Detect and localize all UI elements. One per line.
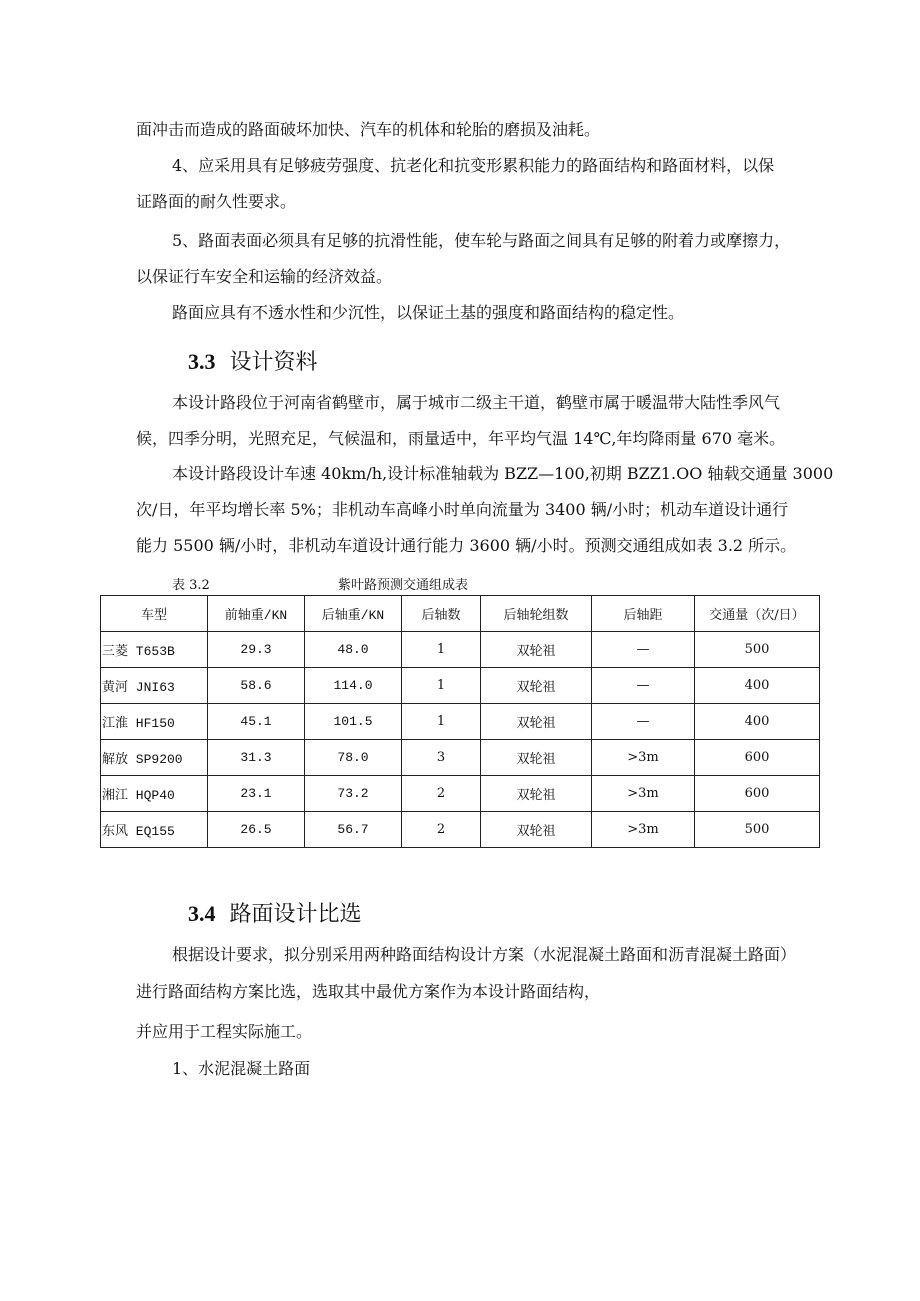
header-cell: 车型 (101, 596, 208, 632)
table-cell: 双轮祖 (481, 632, 592, 668)
paragraph-text: 以保证行车安全和运输的经济效益。 (136, 267, 393, 286)
table-row (101, 812, 820, 848)
table-row (101, 632, 820, 668)
paragraph-text: 本设计路段位于河南省鹤壁市，属于城市二级主干道，鹤壁市属于暖温带大陆性季风气 (172, 393, 781, 412)
paragraph-text: 次/日，年平均增长率 5%；非机动车高峰小时单向流量为 3400 辆/小时；机动车道设计通行 (136, 500, 789, 519)
table-cell: — (592, 632, 695, 668)
paragraph-text: 路面应具有不透水性和少沉性，以保证土基的强度和路面结构的稳定性。 (172, 303, 685, 322)
header-cell: 交通量（次/日） (695, 596, 820, 632)
table-cell: 500 (695, 812, 820, 848)
table-cell: 23.1 (208, 776, 305, 812)
table-cell: 双轮祖 (481, 704, 592, 740)
table-cell: 600 (695, 740, 820, 776)
table-cell: 三菱 T653B (101, 632, 208, 668)
table-cell: 湘江 HQP40 (101, 776, 208, 812)
table-cell: 31.3 (208, 740, 305, 776)
table-cell: 双轮祖 (481, 812, 592, 848)
paragraph-text: 本设计路段设计车速 40km/h,设计标准轴载为 BZZ—100,初期 BZZ1.OO 轴载交通量 3000 (172, 464, 834, 483)
header-cell: 后轴重/KN (305, 596, 402, 632)
table-cell: 400 (695, 668, 820, 704)
table-cell: 双轮祖 (481, 668, 592, 704)
table-cell: 73.2 (305, 776, 402, 812)
table-cell: >3m (592, 812, 695, 848)
section-number: 3.3 (188, 349, 216, 374)
paragraph-text: 面冲击而造成的路面破坏加快、汽车的机体和轮胎的磨损及油耗。 (136, 120, 601, 139)
table-row (101, 668, 820, 704)
table-caption: 紫叶路预测交通组成表 (338, 578, 469, 593)
table-cell: 400 (695, 704, 820, 740)
section-title: 设计资料 (229, 350, 318, 375)
table-cell: 东风 EQ155 (101, 812, 208, 848)
table-cell: 江淮 HF150 (101, 704, 208, 740)
paragraph-text: 4、应采用具有足够疲劳强度、抗老化和抗变形累积能力的路面结构和路面材料，以保 (172, 156, 775, 175)
paragraph-text: 并应用于工程实际施工。 (136, 1022, 313, 1041)
table-cell: 解放 SP9200 (101, 740, 208, 776)
paragraph-text: 证路面的耐久性要求。 (136, 192, 297, 211)
table-header-row (101, 596, 820, 632)
table-cell: — (592, 668, 695, 704)
table-cell: 2 (402, 812, 481, 848)
table-row (101, 740, 820, 776)
table-cell: 双轮祖 (481, 740, 592, 776)
section-title: 路面设计比选 (229, 902, 362, 927)
table-cell: 2 (402, 776, 481, 812)
header-cell: 后轴距 (592, 596, 695, 632)
table-cell: 3 (402, 740, 481, 776)
table-cell: 双轮祖 (481, 776, 592, 812)
paragraph-text: 候，四季分明，光照充足，气候温和，雨量适中，年平均气温 14℃,年均降雨量 670 毫米。 (136, 429, 786, 448)
paragraph-text: 5、路面表面必须具有足够的抗滑性能，使车轮与路面之间具有足够的附着力或摩擦力， (172, 231, 791, 250)
table-cell: 黄河 JNI63 (101, 668, 208, 704)
list-item-text: 1、水泥混凝土路面 (172, 1059, 311, 1078)
paragraph-text: 能力 5500 辆/小时，非机动车道设计通行能力 3600 辆/小时。预测交通组成如表 3.2 所示。 (136, 536, 797, 555)
table-cell: 500 (695, 632, 820, 668)
header-cell: 后轴轮组数 (481, 596, 592, 632)
table-cell: >3m (592, 776, 695, 812)
table-cell: 45.1 (208, 704, 305, 740)
paragraph-text: 根据设计要求，拟分别采用两种路面结构设计方案（水泥混凝土路面和沥青混凝土路面） (172, 945, 797, 964)
table-cell: 78.0 (305, 740, 402, 776)
table-cell: 29.3 (208, 632, 305, 668)
paragraph-text: 进行路面结构方案比选，选取其中最优方案作为本设计路面结构， (136, 982, 601, 1001)
table-cell: 1 (402, 632, 481, 668)
table-cell: 58.6 (208, 668, 305, 704)
table-cell: 48.0 (305, 632, 402, 668)
table-row (101, 776, 820, 812)
table-label: 表 3.2 (172, 578, 210, 593)
table-cell: 56.7 (305, 812, 402, 848)
table-cell: 1 (402, 704, 481, 740)
traffic-composition-table (100, 595, 820, 848)
table-cell: 1 (402, 668, 481, 704)
table-cell: 114.0 (305, 668, 402, 704)
table-cell: 26.5 (208, 812, 305, 848)
table-cell: — (592, 704, 695, 740)
section-heading-3-4 (188, 901, 362, 928)
table-cell: 600 (695, 776, 820, 812)
table-cell: >3m (592, 740, 695, 776)
table-cell: 101.5 (305, 704, 402, 740)
header-cell: 后轴数 (402, 596, 481, 632)
table-row (101, 704, 820, 740)
header-cell: 前轴重/KN (208, 596, 305, 632)
section-number: 3.4 (188, 901, 216, 926)
section-heading-3-3 (188, 349, 318, 376)
